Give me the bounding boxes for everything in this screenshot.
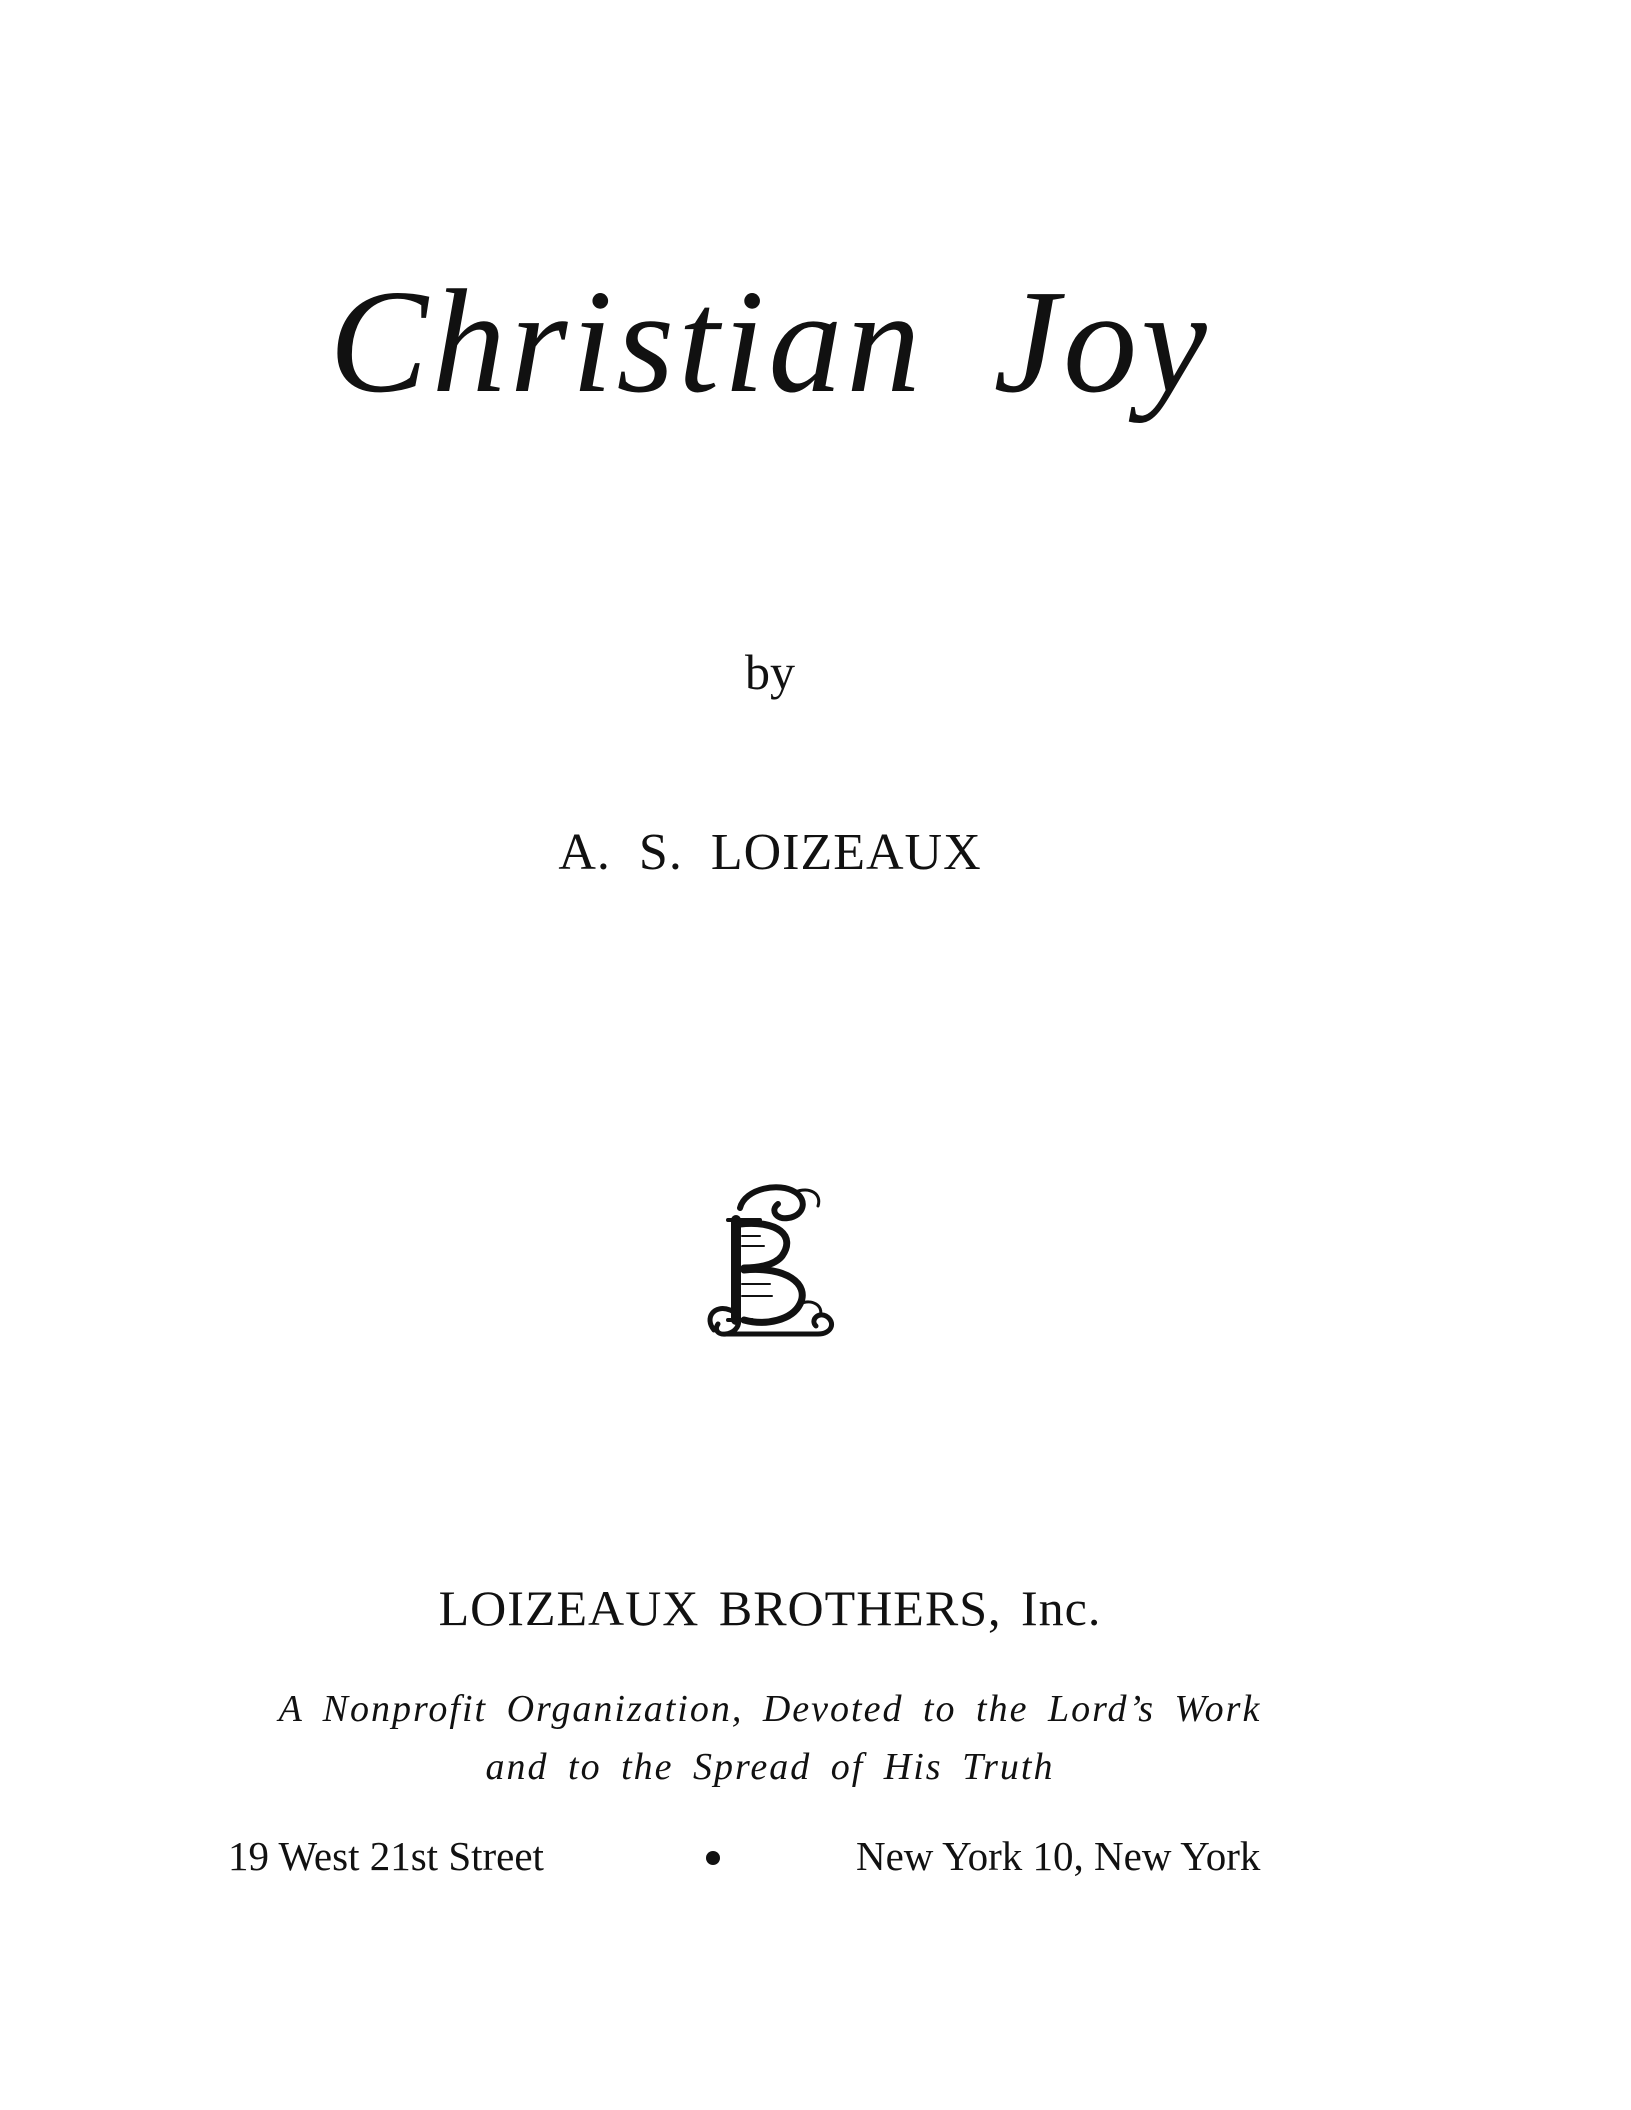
publisher-street: 19 West 21st Street xyxy=(228,1833,544,1879)
author-name: A. S. LOIZEAUX xyxy=(558,824,982,881)
publisher-city: New York 10, New York xyxy=(856,1833,1261,1879)
publisher-monogram-logo xyxy=(700,1180,840,1340)
separator-bullet xyxy=(706,1851,720,1865)
mission-line-1: A Nonprofit Organization, Devoted to the Lord’s Work xyxy=(278,1688,1262,1730)
byline: by xyxy=(745,644,795,700)
book-title: Christian Joy xyxy=(329,260,1211,424)
publisher-mission xyxy=(0,1680,1540,1796)
publisher-name: LOIZEAUX BROTHERS, Inc. xyxy=(438,1580,1102,1636)
mission-line-2: and to the Spread of His Truth xyxy=(485,1746,1055,1788)
